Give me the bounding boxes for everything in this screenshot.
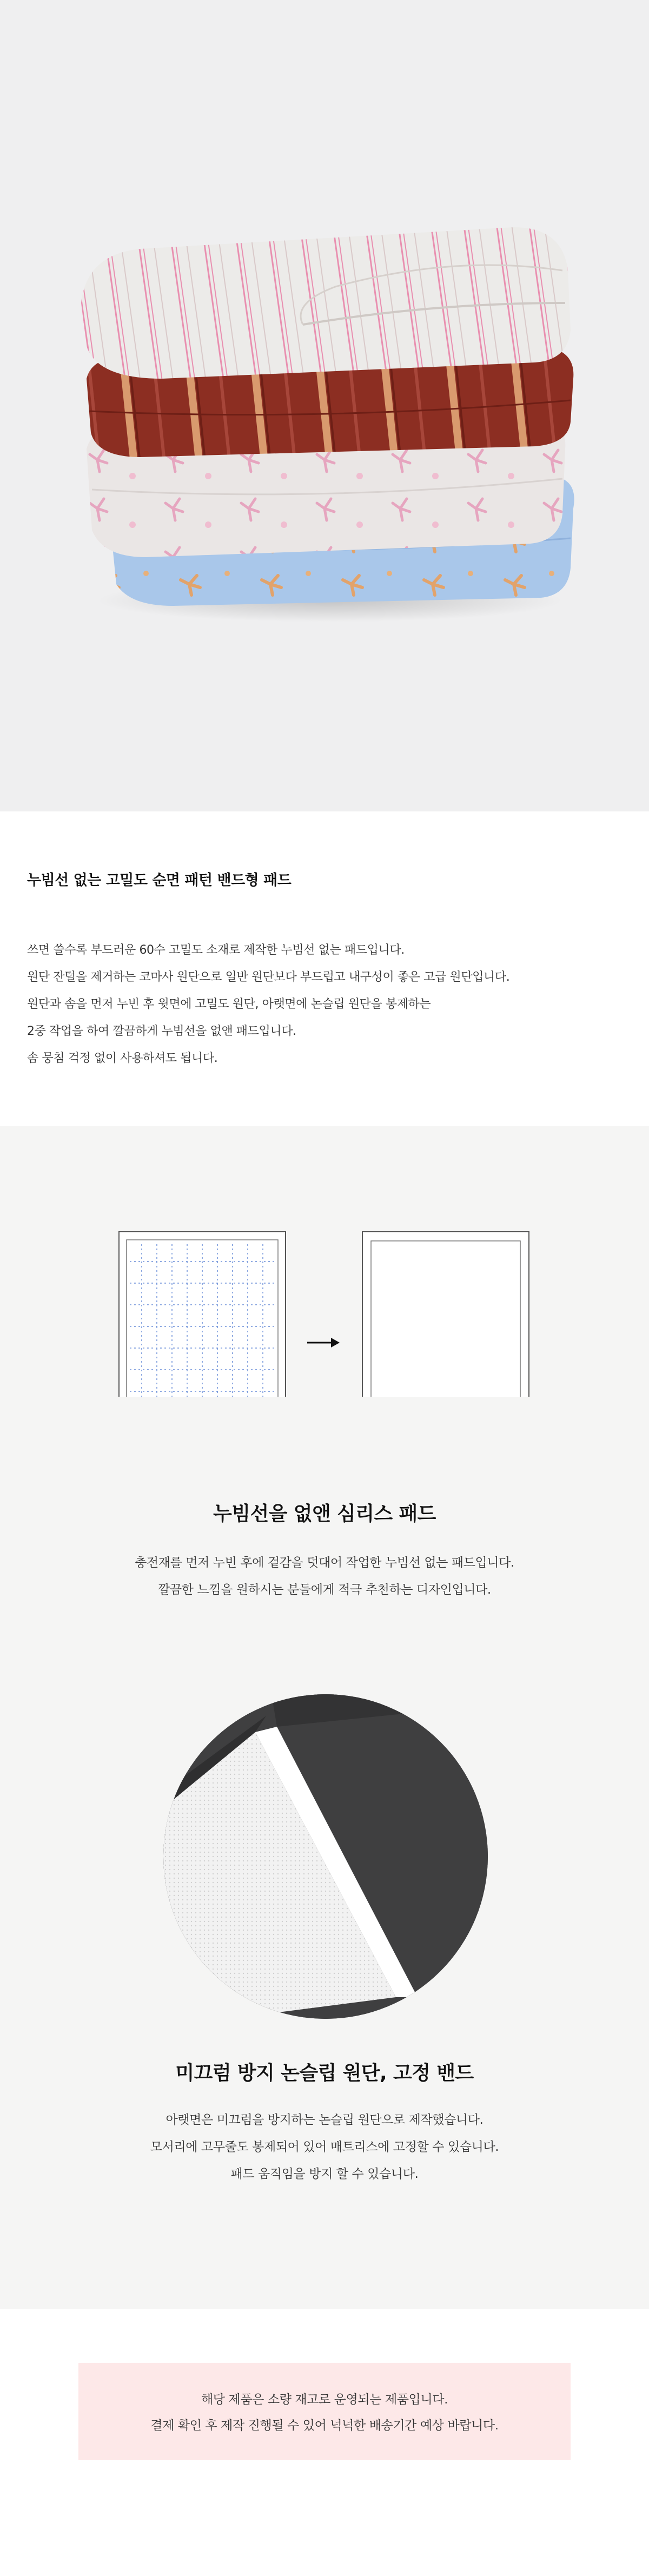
feature-desc-nonslip xyxy=(0,2106,649,2188)
feature-line: 패드 움직임을 방지 할 수 있습니다. xyxy=(230,2167,419,2181)
feature-title-nonslip: 미끄럼 방지 논슬립 원단, 고정 밴드 xyxy=(175,2062,474,2084)
intro-line: 솜 뭉침 걱정 없이 사용하셔도 됩니다. xyxy=(27,1052,218,1065)
intro-line: 2중 작업을 하여 깔끔하게 누빔선을 없앤 패드입니다. xyxy=(27,1025,296,1038)
seamless-diagram xyxy=(0,1126,649,1397)
intro-line: 원단 잔털을 제거하는 코마사 원단으로 일반 원단보다 부드럽고 내구성이 좋은 고급 원단입니다. xyxy=(27,970,510,984)
intro-line: 쓰면 쓸수록 부드러운 60수 고밀도 소재로 제작한 누빔선 없는 패드입니다. xyxy=(27,943,405,957)
features-section xyxy=(0,1126,649,2309)
notice-line: 결제 확인 후 제작 진행될 수 있어 넉넉한 배송기간 예상 바랍니다. xyxy=(150,2419,499,2433)
feature-line: 아랫면은 미끄럼을 방지하는 논슬립 원단으로 제작했습니다. xyxy=(165,2113,484,2127)
arrow-right-icon xyxy=(307,1338,340,1348)
notice-section xyxy=(0,2309,649,2576)
folded-pads-illustration xyxy=(0,0,649,811)
seamless-pad-figure xyxy=(362,1232,529,1397)
intro-paragraph xyxy=(27,937,622,1072)
stock-notice-box xyxy=(78,2363,571,2460)
feature-line: 모서리에 고무줄도 봉제되어 있어 매트리스에 고정할 수 있습니다. xyxy=(150,2140,499,2154)
hero-product-photo xyxy=(0,0,649,811)
feature-desc-seamless xyxy=(0,1549,649,1603)
nonslip-corner-illustration xyxy=(163,1694,488,2019)
feature-title-seamless: 누빔선을 없앤 심리스 패드 xyxy=(213,1503,436,1525)
intro-section xyxy=(0,811,649,1126)
intro-line: 원단과 솜을 먼저 누빈 후 윗면에 고밀도 원단, 아랫면에 논슬립 원단을 봉제하는 xyxy=(27,998,431,1011)
notice-line: 해당 제품은 소량 재고로 운영되는 제품입니다. xyxy=(201,2393,448,2407)
feature-line: 충전재를 먼저 누빈 후에 겉감을 덧대어 작업한 누빔선 없는 패드입니다. xyxy=(135,1556,514,1570)
feature-line: 깔끔한 느낌을 원하시는 분들에게 적극 추천하는 디자인입니다. xyxy=(158,1583,491,1597)
product-title: 누빔선 없는 고밀도 순면 패턴 밴드형 패드 xyxy=(27,872,292,889)
nonslip-fabric-photo xyxy=(163,1694,488,2019)
quilted-pad-figure xyxy=(119,1232,286,1397)
